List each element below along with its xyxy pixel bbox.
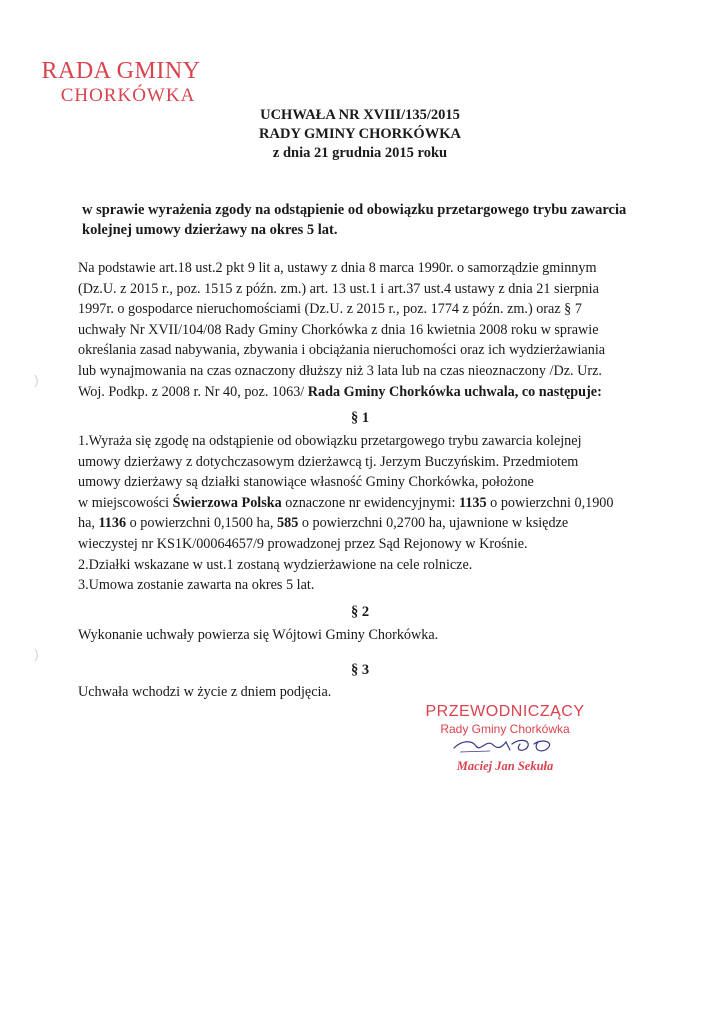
handwritten-signature xyxy=(450,734,560,756)
section-3-body xyxy=(78,682,644,703)
text-fragment: o powierzchni 0,2700 ha, ujawnione w księdze xyxy=(301,515,569,532)
section-3-text: Uchwała wchodzi w życie z dniem podjęcia. xyxy=(78,684,332,700)
section-3-heading: § 3 xyxy=(350,662,370,678)
council-stamp xyxy=(26,58,216,108)
text-fragment: ha, xyxy=(78,515,95,532)
resolution-date: z dnia 21 grudnia 2015 roku xyxy=(272,145,448,161)
basis-citation: Woj. Podkp. z 2008 r. Nr 40, poz. 1063/ xyxy=(78,383,305,400)
text-fragment: o powierzchni 0,1900 xyxy=(490,494,614,511)
plot-number: 1136 xyxy=(98,515,127,532)
enacting-clause: Rada Gminy Chorkówka uchwala, co następuje: xyxy=(307,383,602,400)
section-1-point-2: 2.Działki wskazane w ust.1 zostaną wydzierżawione na cele rolnicze. xyxy=(78,556,473,573)
chairman-name: Maciej Jan Sekuła xyxy=(456,759,554,773)
subject-line-1: w sprawie wyrażenia zgody na odstąpienie od obowiązku przetargowego trybu zawarcia xyxy=(82,202,627,218)
place-name: Świerzowa Polska xyxy=(172,494,282,511)
stamp-line-2: CHORKÓWKA xyxy=(60,85,196,106)
resolution-number: UCHWAŁA NR XVIII/135/2015 xyxy=(260,107,460,123)
basis-line: 1997r. o gospodarce nieruchomościami (Dz.U. z 2015 r., poz. 1774 z późn. zm.) oraz § 7 xyxy=(78,301,582,318)
legal-basis xyxy=(78,258,644,402)
basis-line: lub wynajmowania na czas oznaczony dłuższy niż 3 lata lub na czas nieoznaczony /Dz. Urz. xyxy=(78,362,602,379)
scan-margin-mark xyxy=(33,648,39,662)
text-fragment: o powierzchni 0,1500 ha, xyxy=(129,515,274,532)
section-1-line: 1.Wyraża się zgodę na odstąpienie od obowiązku przetargowego trybu zawarcia kolejnej xyxy=(78,433,582,449)
stamp-line-1: RADA GMINY xyxy=(41,58,201,84)
text-fragment: w miejscowości xyxy=(78,494,170,511)
section-1-body xyxy=(78,431,644,596)
subject-line-2: kolejnej umowy dzierżawy na okres 5 lat. xyxy=(82,222,338,238)
basis-line-last xyxy=(78,382,644,403)
resolution-issuer: RADY GMINY CHORKÓWKA xyxy=(259,126,461,142)
section-1-line xyxy=(78,493,644,514)
chairman-title: PRZEWODNICZĄCY xyxy=(425,703,585,720)
section-1-line: umowy dzierżawy są działki stanowiące własność Gminy Chorkówka, położone xyxy=(78,474,534,491)
basis-line: Na podstawie art.18 ust.2 pkt 9 lit a, ustawy z dnia 8 marca 1990r. o samorządzie gminnym xyxy=(78,260,597,276)
resolution-subject xyxy=(82,200,652,240)
resolution-header xyxy=(180,106,540,163)
chairman-council: Rady Gminy Chorkówka xyxy=(440,722,570,736)
scan-margin-mark xyxy=(33,374,39,388)
section-1-point-3: 3.Umowa zostanie zawarta na okres 5 lat. xyxy=(78,577,315,594)
section-2-heading: § 2 xyxy=(350,604,370,620)
section-1-line: wieczystej nr KS1K/00064657/9 prowadzonej przez Sąd Rejonowy w Krośnie. xyxy=(78,535,528,552)
section-2-text: Wykonanie uchwały powierza się Wójtowi Gminy Chorkówka. xyxy=(78,627,439,643)
basis-line: (Dz.U. z 2015 r., poz. 1515 z późn. zm.) art. 13 ust.1 i art.37 ust.4 ustawy z dnia 21 sierpnia xyxy=(78,280,599,297)
section-2-body xyxy=(78,625,644,646)
section-1-heading: § 1 xyxy=(350,410,370,426)
basis-line: uchwały Nr XVII/104/08 Rady Gminy Chorkówka z dnia 16 kwietnia 2008 roku w sprawie xyxy=(78,321,599,338)
text-fragment: oznaczone nr ewidencyjnymi: xyxy=(285,494,456,511)
plot-number: 1135 xyxy=(459,494,487,511)
plot-number: 585 xyxy=(277,515,299,532)
basis-line: określania zasad nabywania, zbywania i obciążania nieruchomości oraz ich wydzierżawiania xyxy=(78,342,606,359)
section-1-line: umowy dzierżawy z dotychczasowym dzierżawcą tj. Jerzym Buczyńskim. Przedmiotem xyxy=(78,453,579,470)
section-1-line xyxy=(78,513,644,534)
